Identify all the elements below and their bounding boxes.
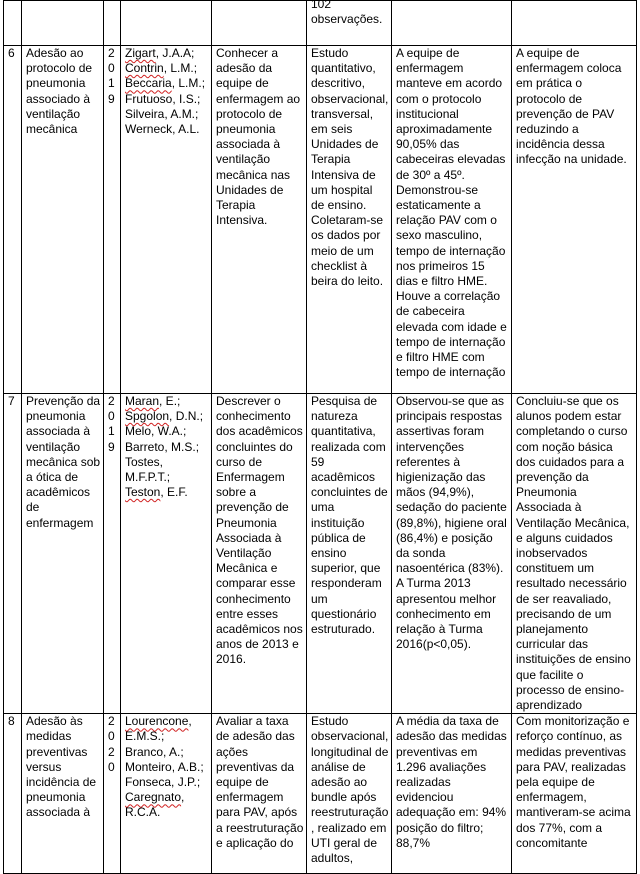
author-text: , D.N.; Melo, W.A.; Barreto, M.S.; Tostes, M.F.P.T.; xyxy=(125,409,204,485)
theme-cell: Adesão ao protocolo de pneumonia associado à ventilação mecânica xyxy=(22,46,104,394)
method-text: Estudo observacional, longitudinal de análise de adesão ao bundle após reestruturação, realizado em UTI geral de adultos, xyxy=(311,714,389,866)
author-name-flagged: Caregnato xyxy=(125,790,182,805)
authors-cell xyxy=(121,714,212,874)
year-digit: 1 xyxy=(108,76,115,91)
author-text: , E.F. xyxy=(160,485,188,500)
year-cell xyxy=(104,1,121,46)
table-row xyxy=(4,46,637,394)
row-number xyxy=(4,1,22,46)
row-number: 7 xyxy=(4,394,22,714)
conclusion-cell: Com monitorização e reforço contínuo, as medidas preventivas para PAV, realizadas pela equipe de enfermagem, mantiveram-se acima dos 77%, com a concomitante xyxy=(512,714,637,874)
year-digit: 0 xyxy=(108,409,115,424)
author-text: , L.M.; Frutuoso, I.S.; Silveira, A.M.; Werneck, A.L. xyxy=(125,76,206,137)
method-cell: Pesquisa de natureza quantitativa, realizada com 59 acadêmicos concluintes de uma instituição pública de ensino superior, que responderam um questionário estruturado. xyxy=(307,394,392,714)
author-name-flagged: Beccaria xyxy=(125,76,172,91)
results-cell: A equipe de enfermagem manteve em acordo com o protocolo institucional aproximadamente 90,05% das cabeceiras elevadas de 30º a 45º. Demonstrou-se estaticamente a relação PAV com o sexo masculino, tempo de internação nos primeiros 15 dias e filtro HME. Houve a correlação de cabeceira elevada com idade e tempo de internação e filtro HME com tempo de internação xyxy=(392,46,512,394)
author-text: , J.A.A; xyxy=(155,46,195,60)
row-number: 8 xyxy=(4,714,22,874)
conclusion-cell: Concluiu-se que os alunos podem estar completando o curso com noção básica dos cuidados para a prevenção da Pneumonia Associada à Ventilação Mecânica, e alguns cuidados inobservados constituem um resultado necessário de ser reavaliado, precisando de um planejamento curricular das instituições de ensino que facilite o processo de ensino-aprendizado xyxy=(512,394,637,714)
author-name-flagged: Zigart xyxy=(125,46,156,60)
author-name-flagged: Maran xyxy=(125,394,160,408)
author-name-flagged: Teston xyxy=(125,485,161,500)
theme-cell xyxy=(22,1,104,46)
results-cell: A média da taxa de adesão das medidas preventivas em 1.296 avaliações realizadas evidenciou adequação em: 94% posição do filtro; 88,7% xyxy=(392,714,512,874)
year-digit: 1 xyxy=(108,424,115,439)
author-name-flagged: Contrin xyxy=(125,61,164,76)
year-digit: 2 xyxy=(108,714,115,729)
authors-cell xyxy=(121,46,212,394)
objective-cell: Descrever o conhecimento dos acadêmicos concluintes do curso de Enfermagem sobre a prevenção de Pneumonia Associada à Ventilação Mecânica e comparar esse conhecimento entre esses acadêmicos nos anos de 2013 e 2016. xyxy=(212,394,307,714)
method-cell: Estudo quantitativo, descritivo, observacional, transversal, em seis Unidades de Terapia Intensiva de um hospital de ensino. Coletaram-se os dados por meio de um checklist à beira do leito. xyxy=(307,46,392,394)
year-digit: 2 xyxy=(108,744,115,759)
conclusion-cell xyxy=(512,1,637,46)
method-cell xyxy=(307,714,392,874)
objective-cell: Conhecer a adesão da equipe de enfermagem ao protocolo de pneumonia associada à ventilação mecânica nas Unidades de Terapia Intensiva. xyxy=(212,46,307,394)
results-cell xyxy=(392,394,512,714)
author-text: , L.M.; xyxy=(163,61,198,76)
year-digit: 9 xyxy=(108,439,115,454)
row-number: 6 xyxy=(4,46,22,394)
table-row xyxy=(4,714,637,874)
table-row xyxy=(4,394,637,714)
objective-cell xyxy=(212,1,307,46)
author-name-flagged: Lourencone xyxy=(125,714,189,729)
literature-review-table xyxy=(3,0,637,874)
table-row xyxy=(4,1,637,46)
year-digit: 9 xyxy=(108,91,115,106)
conclusion-cell: A equipe de enfermagem coloca em prática o protocolo de prevenção de PAV reduzindo a incidência dessa infecção na unidade. xyxy=(512,46,637,394)
objective-cell: Avaliar a taxa de adesão das ações preventivas da equipe de enfermagem para PAV, após a reestruturação e aplicação do xyxy=(212,714,307,874)
author-text: , E.M.S.; Branco, A.; Monteiro, A.B.; Fonseca, J.P.; xyxy=(125,714,204,790)
theme-cell: Adesão às medidas preventivas versus incidência de pneumonia associada à xyxy=(22,714,104,874)
author-name-flagged: Spgolon xyxy=(125,409,170,424)
year-digit: 0 xyxy=(108,61,115,76)
year-digit: 0 xyxy=(108,729,115,744)
review-table-container xyxy=(3,0,636,866)
results-text: Observou-se que as principais respostas assertivas foram intervenções referentes à higienização das mãos (94,9%), sedação do paciente (89,8%), higiene oral (86,4%) e posição da sonda nasoentérica (83%). A Turma 2013 apresentou melhor conhecimento em relação à Turma 2016(p<0,05). xyxy=(396,394,507,652)
year-cell xyxy=(104,46,121,394)
method-cell: 102 observações. xyxy=(307,0,392,42)
results-cell xyxy=(392,1,512,46)
year-digit: 2 xyxy=(108,394,115,408)
author-text: , R.C.A. xyxy=(125,790,185,820)
year-cell xyxy=(104,714,121,874)
authors-cell xyxy=(121,1,212,46)
theme-cell: Prevenção da pneumonia associada à ventilação mecânica sob a ótica de acadêmicos de enfermagem xyxy=(22,394,104,714)
year-digit: 2 xyxy=(108,46,115,60)
author-text: , E.; xyxy=(159,394,181,408)
year-digit: 0 xyxy=(108,759,115,774)
year-cell xyxy=(104,394,121,714)
authors-cell xyxy=(121,394,212,714)
